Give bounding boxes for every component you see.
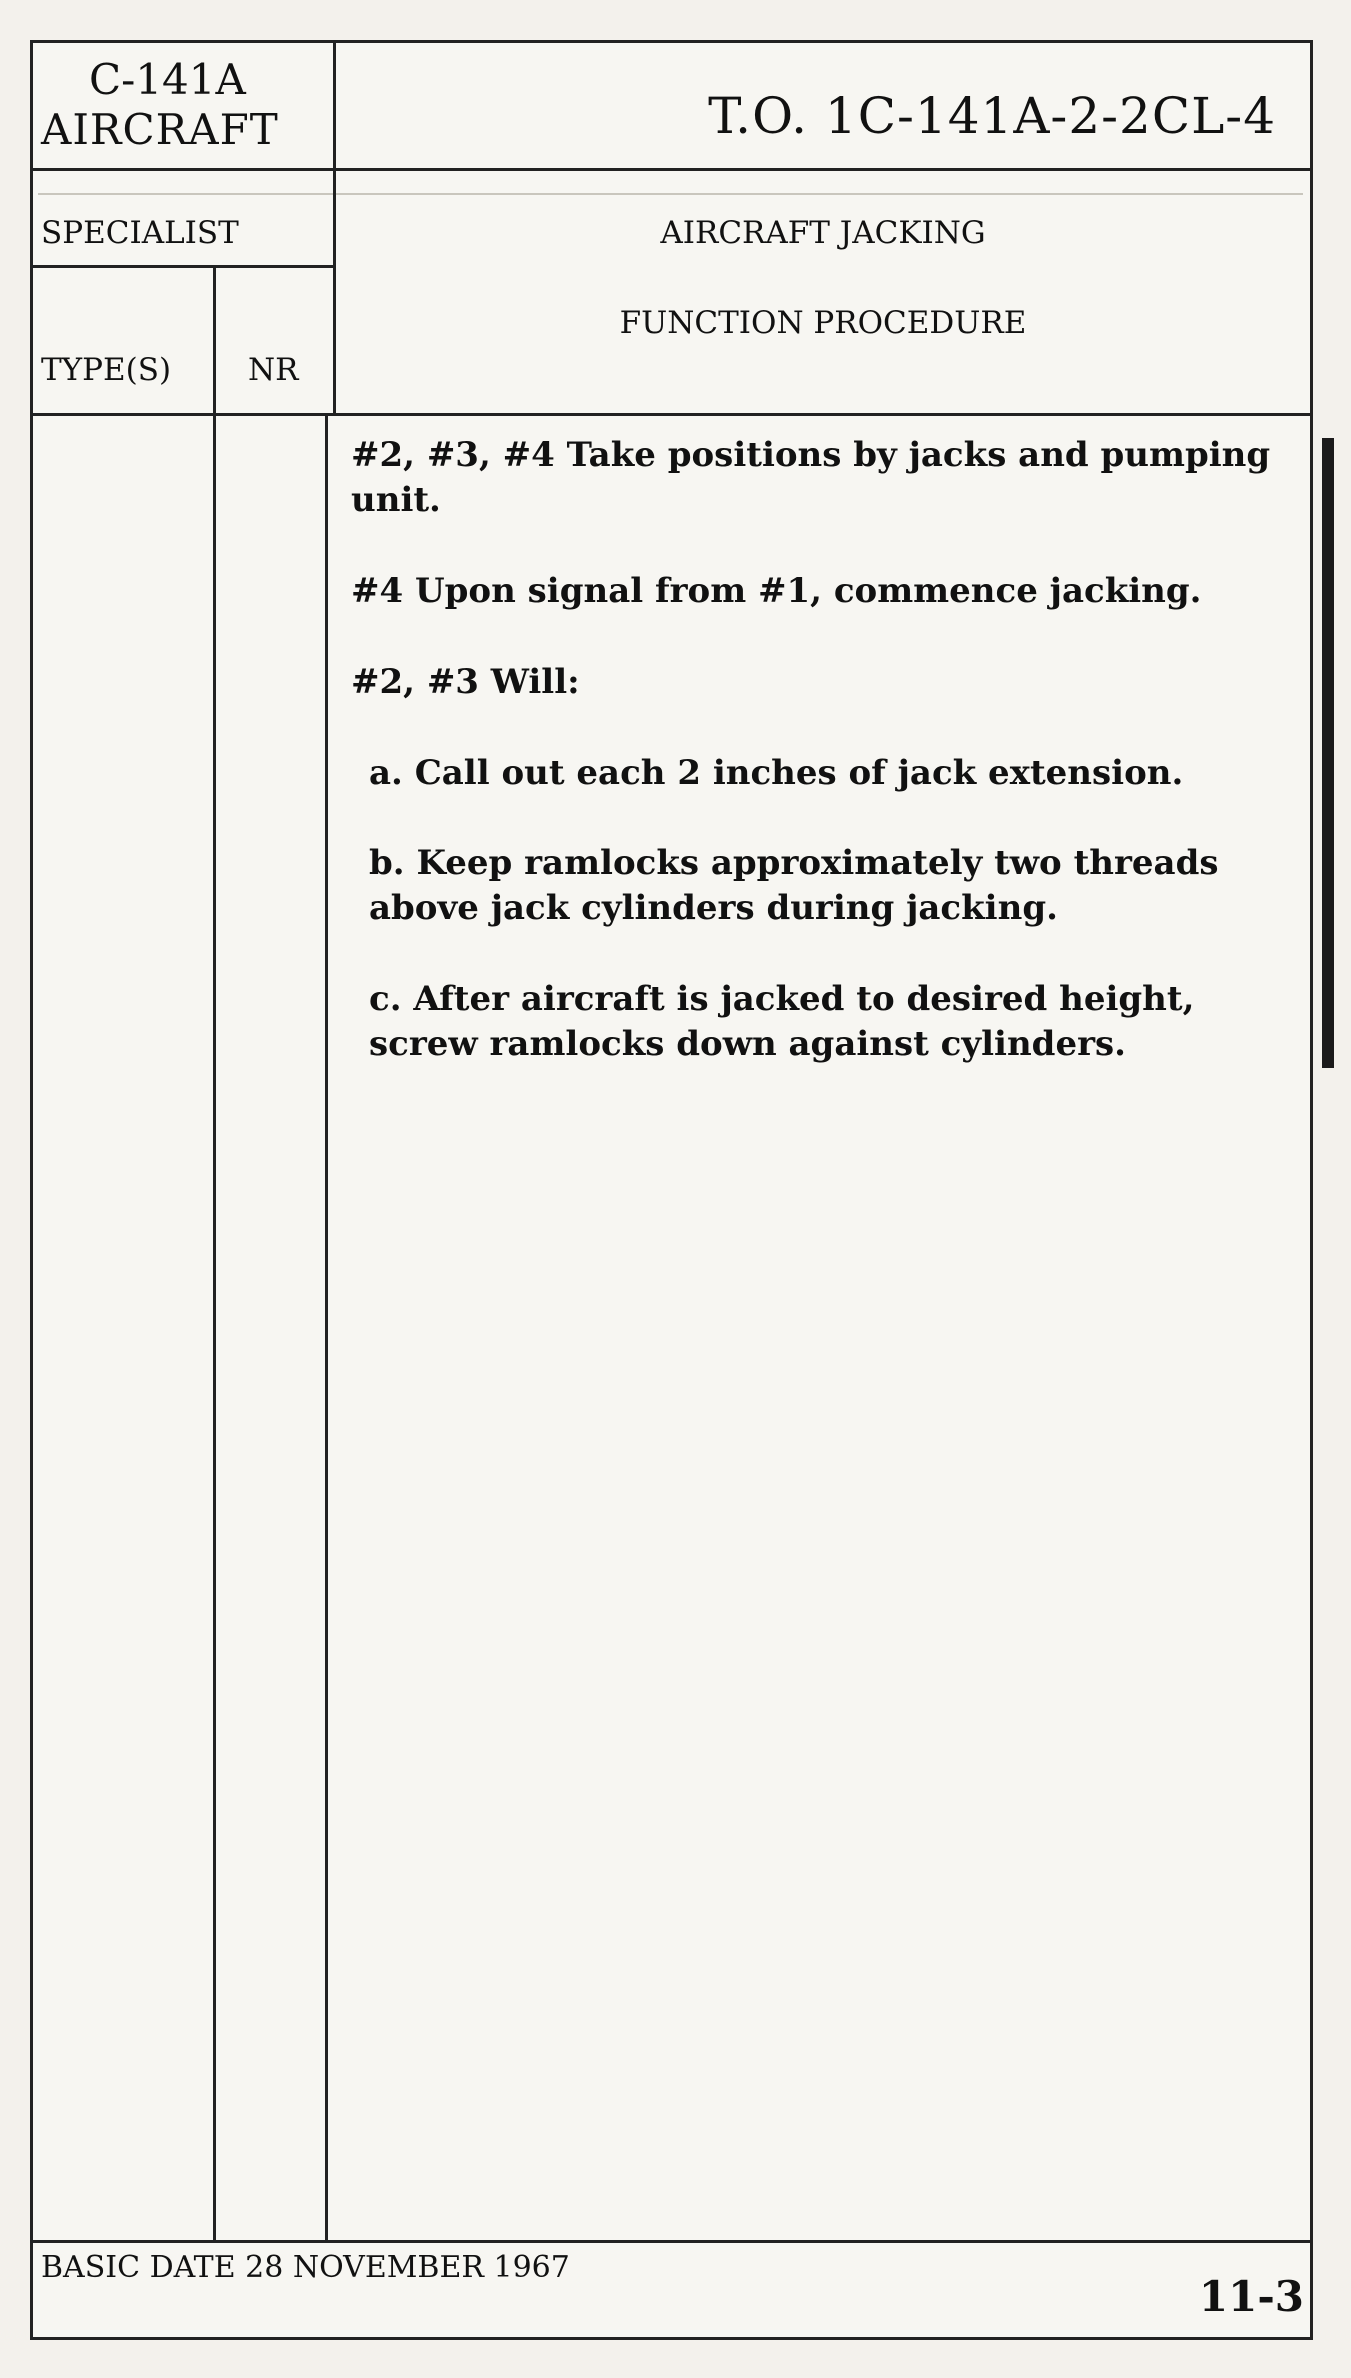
- step-item-a: a. Call out each 2 inches of jack extension.: [369, 752, 1184, 793]
- page-number: 11-3: [1198, 2272, 1304, 2321]
- procedure-subtitle: FUNCTION PROCEDURE: [619, 305, 1027, 341]
- step-positions: #2, #3, #4 Take positions by jacks and pumping unit.: [351, 435, 1271, 520]
- step-commence: #4 Upon signal from #1, commence jacking.: [351, 570, 1202, 611]
- header-crease: [38, 193, 1303, 195]
- step-item-b: b. Keep ramlocks approximately two threads above jack cylinders during jacking.: [369, 843, 1219, 929]
- change-bar: [1322, 438, 1334, 1068]
- basic-date: BASIC DATE 28 NOVEMBER 1967: [41, 2250, 570, 2285]
- specialist-divider: [33, 265, 333, 268]
- aircraft-model: C-141A: [89, 55, 246, 104]
- subheader-bottom-line: [33, 413, 1313, 416]
- header-divider-left: [33, 168, 333, 171]
- to-number: T.O. 1C-141A-2-2CL-4: [708, 87, 1276, 145]
- header-divider-right: [333, 168, 1313, 171]
- column-divider-nr: [325, 413, 328, 2240]
- nr-label: NR: [248, 352, 299, 388]
- checklist-card: [30, 40, 1313, 2340]
- procedure-content: [351, 433, 1281, 1113]
- column-divider-type: [213, 265, 216, 2240]
- procedure-title: AIRCRAFT JACKING: [660, 215, 986, 251]
- aircraft-label: AIRCRAFT: [41, 105, 279, 154]
- step-item-c: c. After aircraft is jacked to desired height, screw ramlocks down against cylinders.: [369, 979, 1195, 1064]
- specialist-label: SPECIALIST: [41, 215, 239, 251]
- step-will: #2, #3 Will:: [351, 661, 580, 702]
- footer-top-line: [33, 2240, 1313, 2243]
- types-label: TYPE(S): [41, 352, 172, 388]
